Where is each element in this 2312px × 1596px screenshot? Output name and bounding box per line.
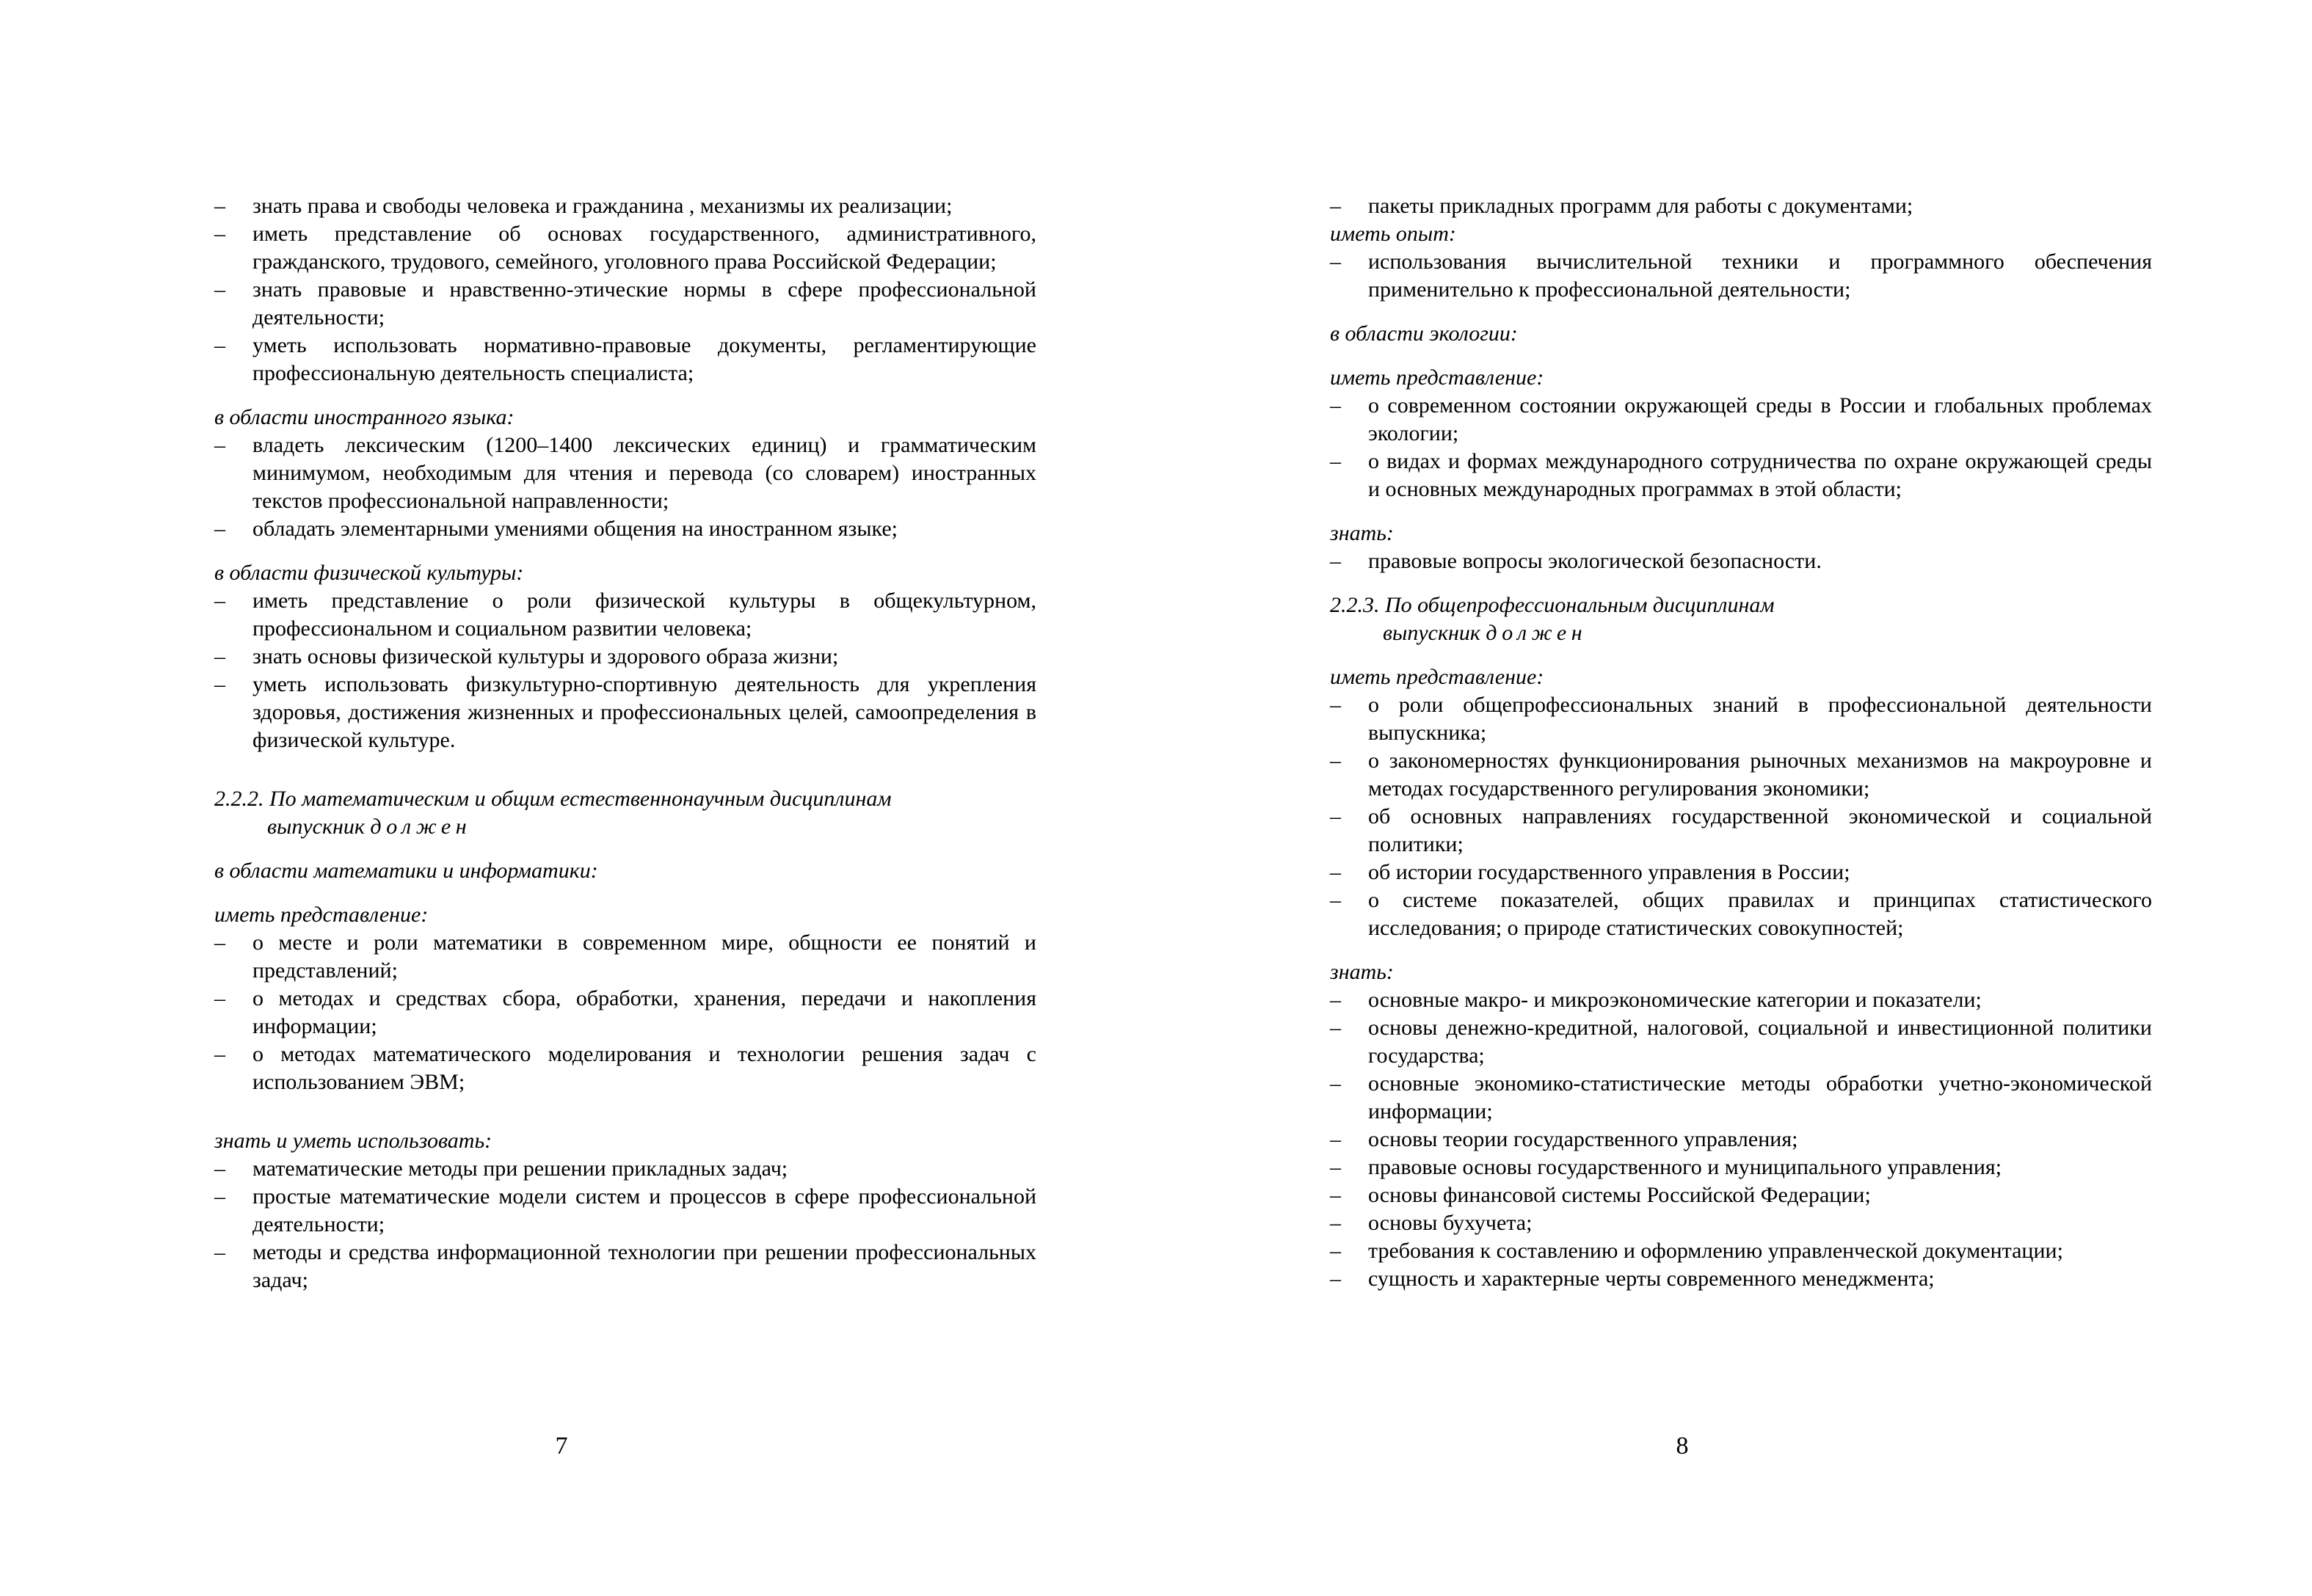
page-right xyxy=(1330,192,2152,1293)
subheading: иметь представление: xyxy=(1330,665,1544,689)
dash-bullet: – xyxy=(214,1042,225,1066)
section-title: 2.2.3. По общепрофессиональным дисциплинам xyxy=(1330,593,1775,617)
dash-bullet: – xyxy=(214,930,225,955)
dash-bullet: – xyxy=(214,333,225,357)
list-item: – иметь представление об основах государственного, административного, гражданского, трудового, семейного, уголовного права Российской Федерации; xyxy=(214,222,1036,274)
subheading: иметь опыт: xyxy=(1330,222,1456,246)
list-item: – обладать элементарными умениями общения на иностранном языке; xyxy=(214,515,1036,543)
list-item: – сущность и характерные черты современного менеджмента; xyxy=(1330,1265,2152,1293)
dash-bullet: – xyxy=(1330,249,1341,274)
dash-bullet: – xyxy=(1330,1183,1341,1207)
section-subtitle: выпускник должен xyxy=(267,815,472,839)
list-item: – основные макро- и микроэкономические категории и показатели; xyxy=(1330,986,2152,1014)
list-item: – математические методы при решении прикладных задач; xyxy=(214,1155,1036,1183)
dash-bullet: – xyxy=(1330,888,1341,912)
list-item: – пакеты прикладных программ для работы с документами; xyxy=(1330,192,2152,220)
list-item: – использования вычислительной техники и программного обеспечения применительно к профессиональной деятельности; xyxy=(1330,249,2152,302)
dash-bullet: – xyxy=(1330,1016,1341,1040)
list-item: – о системе показателей, общих правилах и принципах статистического исследования; о природе статистических совокупностей; xyxy=(1330,888,2152,940)
list-item: – требования к составлению и оформлению управленческой документации; xyxy=(1330,1237,2152,1265)
list-item: – методы и средства информационной технологии при решении профессиональных задач; xyxy=(214,1240,1036,1292)
list-item: – основы теории государственного управления; xyxy=(1330,1126,2152,1154)
list-item: – правовые основы государственного и муниципального управления; xyxy=(1330,1154,2152,1181)
list-item: – о роли общепрофессиональных знаний в профессиональной деятельности выпускника; xyxy=(1330,693,2152,745)
subheading: знать: xyxy=(1330,521,1394,545)
list-item: – правовые вопросы экологической безопасности. xyxy=(1330,547,2152,575)
left-methods-list xyxy=(214,1155,1036,1294)
dash-bullet: – xyxy=(214,644,225,668)
page-number-right: 8 xyxy=(1676,1432,1689,1460)
dash-bullet: – xyxy=(1330,988,1341,1012)
dash-bullet: – xyxy=(214,277,225,302)
list-item: – о месте и роли математики в современном мире, общности ее понятий и представлений; xyxy=(214,930,1036,983)
dash-bullet: – xyxy=(1330,693,1341,717)
list-item: – о методах и средствах сбора, обработки, хранения, передачи и накопления информации; xyxy=(214,986,1036,1038)
section-title: 2.2.2. По математическим и общим естественнонаучным дисциплинам xyxy=(214,787,892,811)
dash-bullet: – xyxy=(1330,1071,1341,1096)
left-phys-list xyxy=(214,587,1036,754)
dash-bullet: – xyxy=(1330,1267,1341,1291)
subheading: знать: xyxy=(1330,960,1394,984)
page-left xyxy=(214,192,1036,1294)
section-heading xyxy=(214,785,1036,841)
left-lang-list xyxy=(214,431,1036,543)
dash-bullet: – xyxy=(214,222,225,246)
list-item: – простые математические модели систем и процессов в сфере профессиональной деятельности; xyxy=(214,1184,1036,1236)
section-heading xyxy=(1330,591,2152,647)
list-item: – о закономерностях функционирования рыночных механизмов на макроуровне и методах государственного регулирования экономики; xyxy=(1330,748,2152,801)
list-item: – о методах математического моделирования и технологии решения задач с использованием ЭВМ; xyxy=(214,1042,1036,1094)
dash-bullet: – xyxy=(1330,393,1341,418)
list-item: – основные экономико-статистические методы обработки учетно-экономической информации; xyxy=(1330,1071,2152,1123)
list-item: – о видах и формах международного сотрудничества по охране окружающей среды и основных международных программах в этой области; xyxy=(1330,449,2152,501)
subheading: иметь представление: xyxy=(1330,365,1544,390)
right-know-list xyxy=(1330,986,2152,1293)
page-number-left: 7 xyxy=(555,1432,568,1460)
subheading: в области экологии: xyxy=(1330,321,1518,346)
list-item: – об истории государственного управления в России; xyxy=(1330,859,2152,886)
dash-bullet: – xyxy=(1330,1155,1341,1179)
list-item: – об основных направлениях государственной экономической и социальной политики; xyxy=(1330,804,2152,856)
left-law-list xyxy=(214,192,1036,387)
right-experience-list xyxy=(1330,248,2152,304)
dash-bullet: – xyxy=(214,1184,225,1209)
dash-bullet: – xyxy=(1330,804,1341,828)
list-item: – владеть лексическим (1200–1400 лексических единиц) и грамматическим минимумом, необходимым для чтения и перевода (со словарем) иностранных текстов профессиональной направленности; xyxy=(214,433,1036,513)
dash-bullet: – xyxy=(1330,194,1341,218)
dash-bullet: – xyxy=(1330,449,1341,473)
dash-bullet: – xyxy=(1330,549,1341,573)
dash-bullet: – xyxy=(214,433,225,457)
right-general-list xyxy=(1330,691,2152,942)
list-item: – знать права и свободы человека и гражданина , механизмы их реализации; xyxy=(214,192,1036,220)
dash-bullet: – xyxy=(214,517,225,541)
list-item: – знать правовые и нравственно-этические нормы в сфере профессиональной деятельности; xyxy=(214,277,1036,329)
dash-bullet: – xyxy=(1330,1127,1341,1151)
dash-bullet: – xyxy=(214,986,225,1010)
list-item: – основы бухучета; xyxy=(1330,1209,2152,1237)
list-item: – уметь использовать нормативно-правовые документы, регламентирующие профессиональную деятельность специалиста; xyxy=(214,333,1036,385)
right-packages-list xyxy=(1330,192,2152,220)
dash-bullet: – xyxy=(1330,1211,1341,1235)
list-item: – иметь представление о роли физической культуры в общекультурном, профессиональном и социальном развитии человека; xyxy=(214,589,1036,641)
subheading: в области математики и информатики: xyxy=(214,859,598,883)
subheading: знать и уметь использовать: xyxy=(214,1129,492,1153)
dash-bullet: – xyxy=(1330,1239,1341,1263)
list-item: – основы денежно-кредитной, налоговой, социальной и инвестиционной политики государства; xyxy=(1330,1016,2152,1068)
dash-bullet: – xyxy=(214,589,225,613)
section-subtitle: выпускник должен xyxy=(1383,621,1588,645)
right-eco-list xyxy=(1330,392,2152,503)
dash-bullet: – xyxy=(214,672,225,696)
dash-bullet: – xyxy=(214,1240,225,1264)
left-math-list xyxy=(214,929,1036,1096)
dash-bullet: – xyxy=(1330,860,1341,884)
list-item: – уметь использовать физкультурно-спортивную деятельность для укрепления здоровья, достижения жизненных и профессиональных целей, самоопределения в физической культуре. xyxy=(214,672,1036,752)
subheading: иметь представление: xyxy=(214,903,429,927)
dash-bullet: – xyxy=(214,194,225,218)
dash-bullet: – xyxy=(214,1156,225,1181)
dash-bullet: – xyxy=(1330,748,1341,773)
list-item: – основы финансовой системы Российской Федерации; xyxy=(1330,1181,2152,1209)
right-eco-know-list xyxy=(1330,547,2152,575)
list-item: – о современном состоянии окружающей среды в России и глобальных проблемах экологии; xyxy=(1330,393,2152,445)
subheading: в области физической культуры: xyxy=(214,561,524,585)
subheading: в области иностранного языка: xyxy=(214,405,515,429)
list-item: – знать основы физической культуры и здорового образа жизни; xyxy=(214,643,1036,671)
